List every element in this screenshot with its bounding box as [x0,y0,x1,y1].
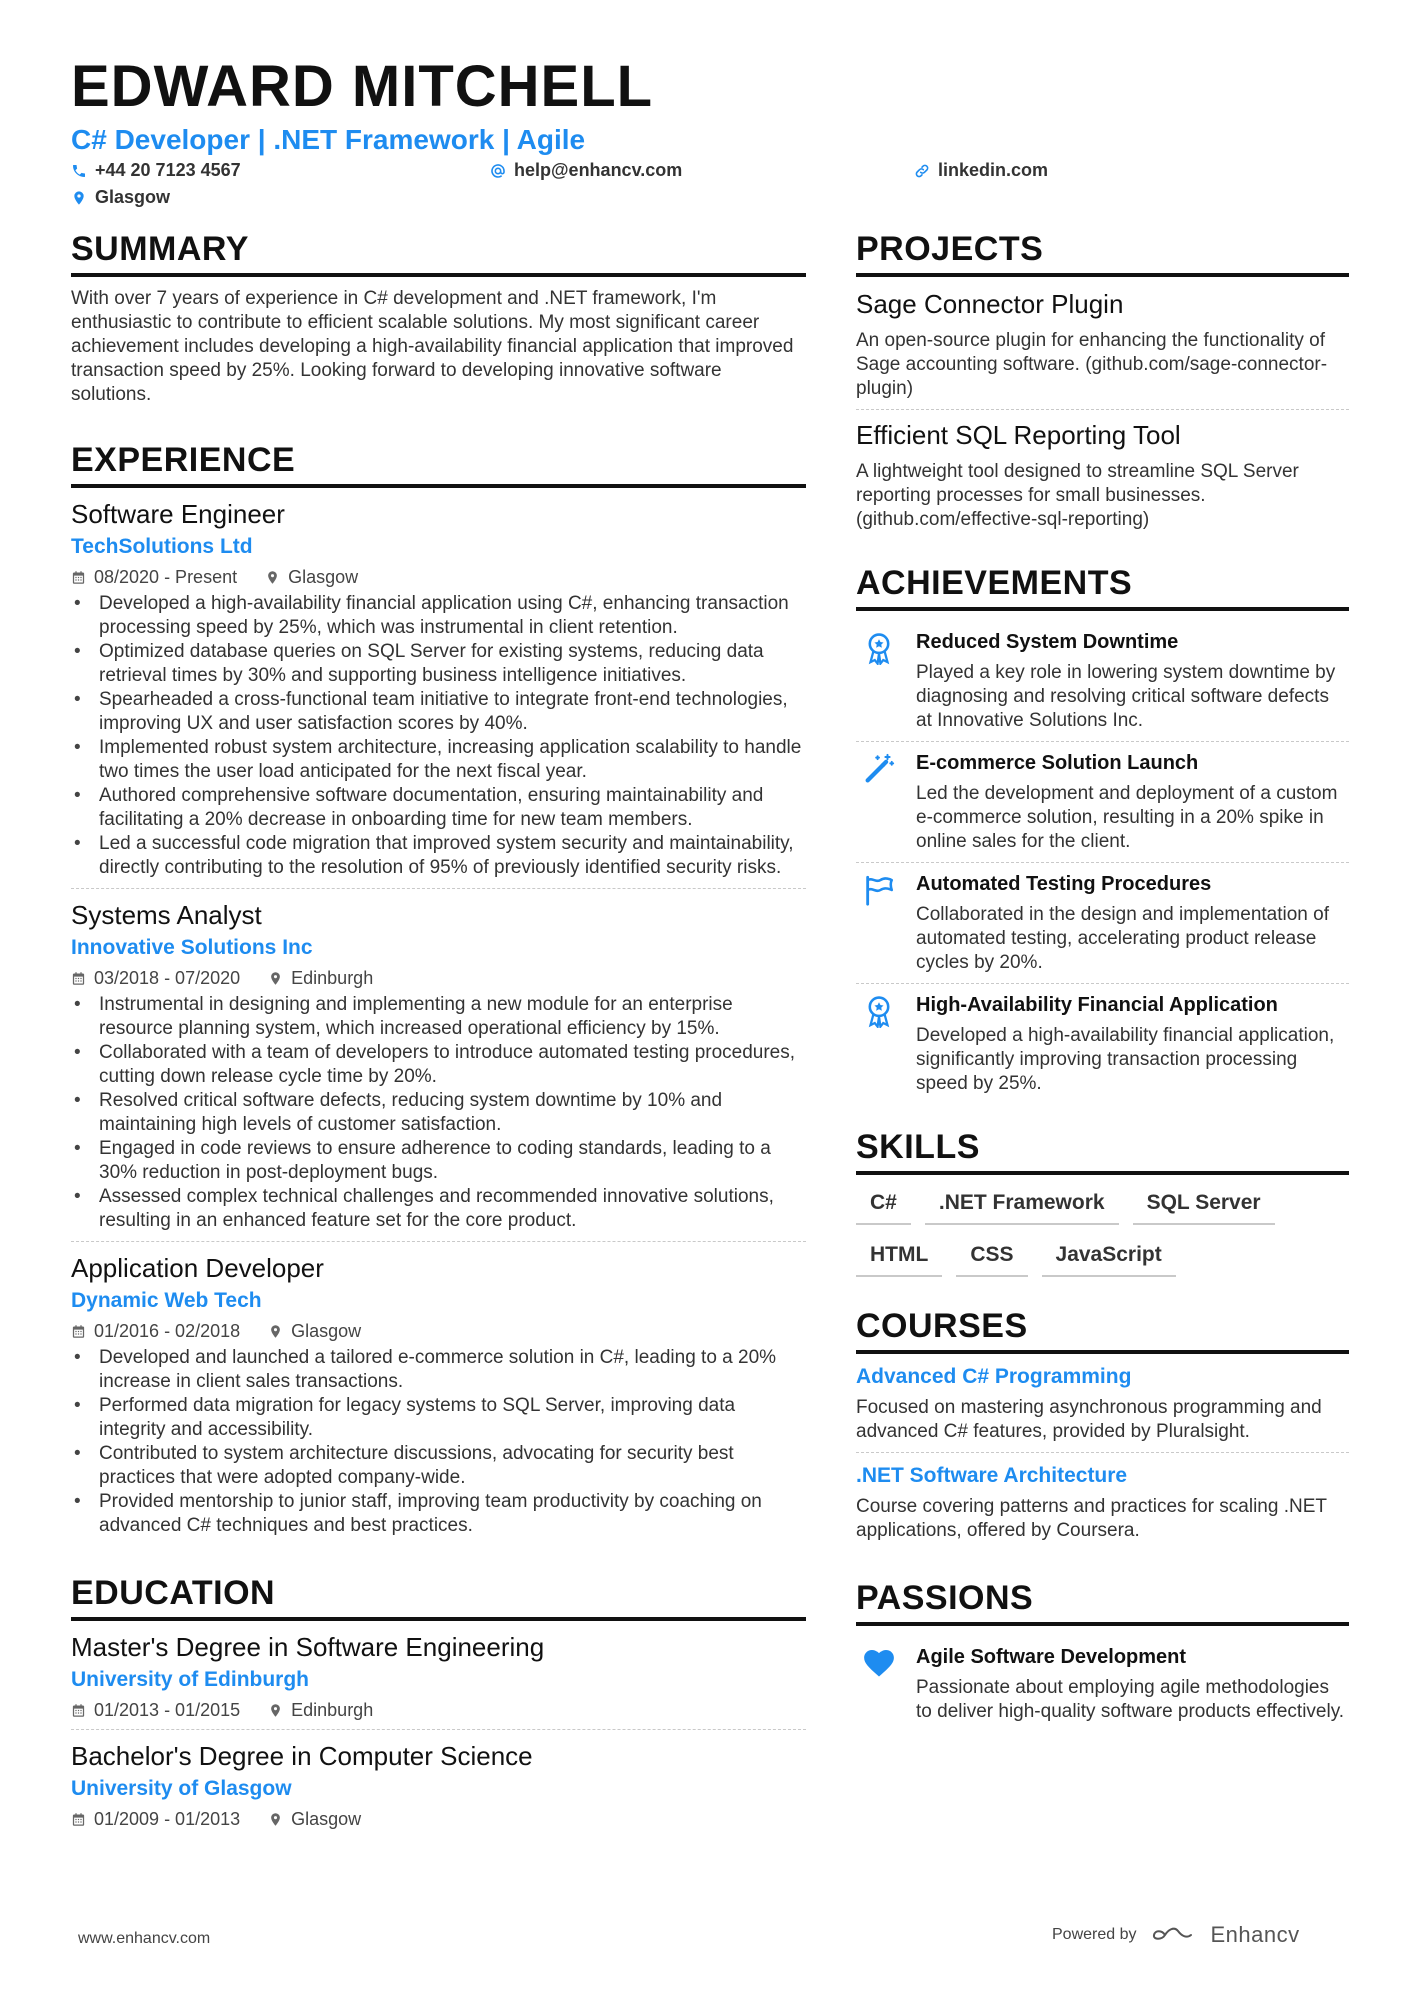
phone-icon [71,163,87,179]
courses-section [856,1307,1349,1551]
skill-tag: CSS [956,1239,1027,1277]
footer-website[interactable]: www.enhancv.com [78,1930,211,1947]
powered-by-text: Powered by [1052,1926,1137,1943]
education-entry [71,1729,806,1838]
calendar-icon [71,1812,86,1827]
education-dates: 01/2013 - 01/2015 [94,1700,241,1721]
bullet-item: • Instrumental in designing and implementing a new module for an enterprise resource planning system, which increased operational efficiency by 15%. [71,993,806,1041]
company-name: Innovative Solutions Inc [71,936,313,960]
bullet-item: • Implemented robust system architecture, increasing application scalability to handle two times the user load anticipated for the next fiscal year. [71,736,806,784]
education-dates: 01/2009 - 01/2013 [94,1809,241,1830]
contact-location [71,187,170,208]
contact-linkedin[interactable] [914,160,1048,181]
education-meta [71,1808,806,1830]
job-title: Systems Analyst [71,900,262,931]
education-meta [71,1699,806,1721]
passion-title: Agile Software Development [916,1646,1187,1669]
magic-wand-icon [862,752,896,786]
achievement-title: Reduced System Downtime [916,631,1179,654]
project-description: A lightweight tool designed to streamline SQL Server reporting processes for small businesses. (github.com/effective-sql-reporting) [856,461,1299,531]
project-description: An open-source plugin for enhancing the functionality of Sage accounting software. (github.com/sage-connector-plugin) [856,330,1328,400]
award-ribbon-icon [862,631,896,665]
job-location: Glasgow [288,567,359,588]
passions-heading: PASSIONS [856,1579,1349,1626]
calendar-icon [71,1703,86,1718]
achievements-heading: ACHIEVEMENTS [856,564,1349,611]
achievement-entry [856,741,1349,862]
bullet-item: • Optimized database queries on SQL Server for existing systems, reducing data retrieval times by 30% and supporting business intelligence initiatives. [71,640,806,688]
job-meta [71,967,806,989]
degree-title: Bachelor's Degree in Computer Science [71,1741,533,1772]
flag-icon [862,873,896,907]
bullet-item: • Contributed to system architecture discussions, advocating for security best practices that were adopted company-wide. [71,1442,806,1490]
school-name: University of Glasgow [71,1777,292,1801]
linkedin-text[interactable]: linkedin.com [938,160,1049,180]
bullet-item: • Assessed complex technical challenges and recommended innovative solutions, resulting in an enhanced feature set for the core product. [71,1185,806,1233]
phone-text: +44 20 7123 4567 [95,160,241,180]
course-name: .NET Software Architecture [856,1464,1128,1488]
degree-title: Master's Degree in Software Engineering [71,1632,545,1663]
skill-tag: HTML [856,1239,942,1277]
experience-section [71,441,806,1546]
bullet-item: • Led a successful code migration that improved system security and maintainability, directly contributing to the resolution of 95% of previously identified security risks. [71,832,806,880]
job-dates: 01/2016 - 02/2018 [94,1321,241,1342]
calendar-icon [71,570,86,585]
course-description: Course covering patterns and practices for scaling .NET applications, offered by Coursera. [856,1496,1327,1542]
company-name: TechSolutions Ltd [71,535,253,559]
bullet-item: • Engaged in code reviews to ensure adherence to coding standards, leading to a 30% reduction in post-deployment bugs. [71,1137,806,1185]
achievement-description: Played a key role in lowering system downtime by diagnosing and resolving critical software defects at Innovative Solutions Inc. [916,662,1336,732]
bullet-item: • Performed data migration for legacy systems to SQL Server, improving data integrity and accessibility. [71,1394,806,1442]
brand-name: Enhancv [1210,1922,1300,1947]
job-meta [71,1320,806,1342]
course-entry [856,1452,1349,1551]
education-location: Glasgow [291,1809,362,1830]
candidate-name: EDWARD MITCHELL [71,54,654,119]
location-pin-icon [71,190,87,206]
skills-heading: SKILLS [856,1128,1349,1175]
education-section [71,1574,806,1838]
bullet-item: • Developed and launched a tailored e-commerce solution in C#, leading to a 20% increase in client sales transactions. [71,1346,806,1394]
job-dates: 08/2020 - Present [94,567,238,588]
experience-heading: EXPERIENCE [71,441,806,488]
job-location: Edinburgh [291,968,374,989]
location-pin-icon [268,1703,283,1718]
summary-section [71,230,806,407]
heart-icon [862,1646,896,1680]
achievement-description: Collaborated in the design and implementation of automated testing, accelerating product release cycles by 20%. [916,904,1329,974]
courses-heading: COURSES [856,1307,1349,1354]
achievement-description: Developed a high-availability financial application, significantly improving transaction processing speed by 25%. [916,1025,1335,1095]
job-bullets [71,1346,806,1538]
award-ribbon-icon [862,994,896,1028]
contact-email[interactable] [490,160,682,181]
passions-section [856,1579,1349,1732]
skills-list [856,1187,1349,1277]
summary-text: With over 7 years of experience in C# development and .NET framework, I'm enthusiastic to contribute to efficient scalable solutions. My most significant career achievement includes developing a high-availability financial application that improved transaction speed by 25%. Looking forward to developing innovative software solutions. [71,288,794,406]
job-bullets [71,993,806,1233]
education-location: Edinburgh [291,1700,374,1721]
skill-tag: JavaScript [1042,1239,1176,1277]
location-pin-icon [268,1812,283,1827]
job-meta [71,566,806,588]
bullet-item: • Collaborated with a team of developers to introduce automated testing procedures, cutting down release cycle time by 20%. [71,1041,806,1089]
job-title: Application Developer [71,1253,324,1284]
calendar-icon [71,971,86,986]
job-title: Software Engineer [71,499,285,530]
bullet-item: • Authored comprehensive software documentation, ensuring maintainability and facilitating a 20% decrease in onboarding time for new team members. [71,784,806,832]
achievement-title: Automated Testing Procedures [916,873,1212,896]
skill-tag: SQL Server [1133,1187,1275,1225]
calendar-icon [71,1324,86,1339]
school-name: University of Edinburgh [71,1668,310,1692]
location-pin-icon [268,1324,283,1339]
course-description: Focused on mastering asynchronous programming and advanced C# features, provided by Pluralsight. [856,1397,1322,1443]
achievement-title: E-commerce Solution Launch [916,752,1199,775]
skill-tag: .NET Framework [925,1187,1119,1225]
bullet-item: • Developed a high-availability financial application using C#, enhancing transaction processing speed by 25%, which was instrumental in client retention. [71,592,806,640]
contact-phone [71,160,241,181]
experience-entry [71,888,806,1241]
enhancv-logo-icon [1151,1923,1197,1947]
skills-section [856,1128,1349,1277]
location-text: Glasgow [95,187,171,207]
achievement-entry [856,621,1349,741]
location-pin-icon [265,570,280,585]
bullet-item: • Spearheaded a cross-functional team initiative to integrate front-end technologies, improving UX and user satisfaction scores by 40%. [71,688,806,736]
project-name: Efficient SQL Reporting Tool [856,420,1181,451]
project-entry [856,409,1349,540]
at-sign-icon [490,163,506,179]
bullet-item: • Resolved critical software defects, reducing system downtime by 10% and maintaining high levels of customer satisfaction. [71,1089,806,1137]
headline: C# Developer | .NET Framework | Agile [71,124,586,155]
experience-entry [71,1241,806,1546]
job-bullets [71,592,806,880]
footer-branding [1052,1922,1300,1948]
course-entry [856,1364,1349,1452]
link-icon [914,163,930,179]
projects-heading: PROJECTS [856,230,1349,277]
project-entry [856,287,1349,409]
achievement-title: High-Availability Financial Application [916,994,1278,1017]
location-pin-icon [268,971,283,986]
summary-heading: SUMMARY [71,230,806,277]
passion-entry [856,1636,1349,1732]
bullet-item: • Provided mentorship to junior staff, improving team productivity by coaching on advanced C# techniques and best practices. [71,1490,806,1538]
left-column [71,230,806,1838]
projects-section [856,230,1349,540]
experience-entry [71,498,806,888]
education-heading: EDUCATION [71,1574,806,1621]
passion-description: Passionate about employing agile methodologies to deliver high-quality software products effectively. [916,1677,1345,1723]
job-location: Glasgow [291,1321,362,1342]
education-entry [71,1631,806,1729]
achievement-entry [856,983,1349,1104]
achievements-section [856,564,1349,1104]
skill-tag: C# [856,1187,911,1225]
company-name: Dynamic Web Tech [71,1289,262,1313]
project-name: Sage Connector Plugin [856,289,1124,320]
job-dates: 03/2018 - 07/2020 [94,968,241,989]
email-text[interactable]: help@enhancv.com [514,160,683,180]
right-column [856,230,1349,1732]
achievement-description: Led the development and deployment of a custom e-commerce solution, resulting in a 20% spike in online sales for the client. [916,783,1338,853]
course-name: Advanced C# Programming [856,1365,1132,1389]
achievement-entry [856,862,1349,983]
